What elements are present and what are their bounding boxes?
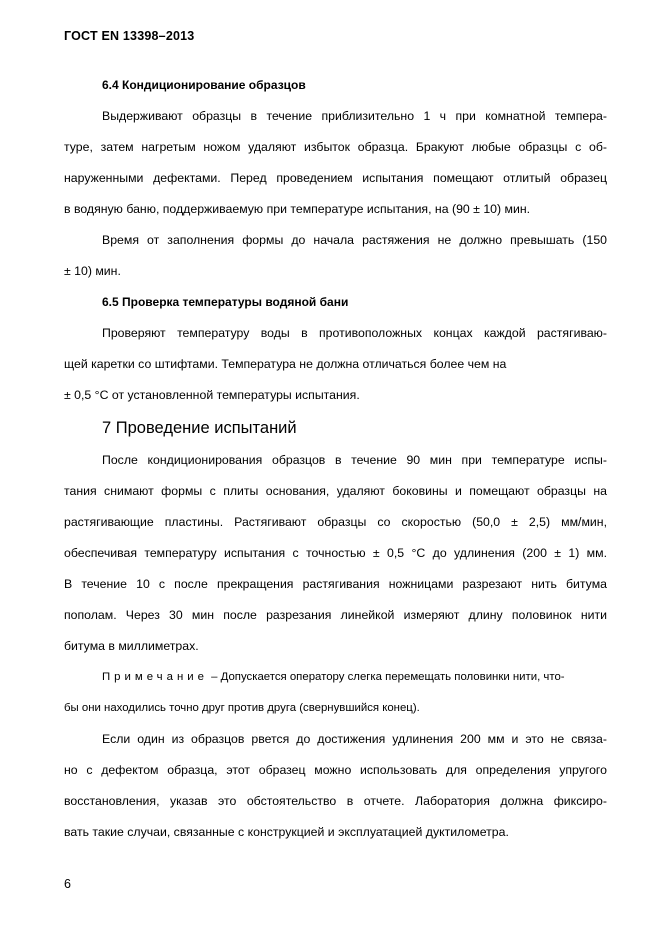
- paragraph-line: туре, затем нагретым ножом удаляют избыток образца. Бракуют любые образцы с об-: [64, 140, 607, 154]
- paragraph-line: вать такие случаи, связанные с конструкцией и эксплуатацией дуктилометра.: [64, 825, 509, 839]
- document-header: ГОСТ EN 13398–2013: [64, 29, 195, 43]
- section-heading-6-5: 6.5 Проверка температуры водяной бани: [102, 295, 349, 309]
- paragraph-line: Выдерживают образцы в течение приблизительно 1 ч при комнатной темпера-: [102, 109, 607, 123]
- document-body: [64, 70, 607, 848]
- paragraph-line: но с дефектом образца, этот образец можно использовать для определения упругого: [64, 763, 607, 777]
- page-number: 6: [64, 877, 71, 891]
- paragraph-line: В течение 10 с после прекращения растягивания ножницами разрезают нить битума: [64, 577, 607, 591]
- paragraph-line: битума в миллиметрах.: [64, 639, 199, 653]
- paragraph-line: в водяную баню, поддерживаемую при температуре испытания, на (90 ± 10) мин.: [64, 202, 531, 216]
- paragraph-line: обеспечивая температуру испытания с точностью ± 0,5 °С до удлинения (200 ± 1) мм.: [64, 546, 607, 560]
- paragraph-line: наруженными дефектами. Перед проведением испытания помещают отлитый образец: [64, 171, 607, 185]
- paragraph-line: ± 10) мин.: [64, 264, 121, 278]
- paragraph-line: тания снимают формы с плиты основания, удаляют боковины и помещают образцы на: [64, 484, 607, 498]
- paragraph-line: растягивающие пластины. Растягивают образцы со скоростью (50,0 ± 2,5) мм/мин,: [64, 515, 607, 529]
- paragraph-line: После кондиционирования образцов в течение 90 мин при температуре испы-: [102, 453, 607, 467]
- paragraph-line: Проверяют температуру воды в противоположных концах каждой растягиваю-: [102, 326, 607, 340]
- note-label: Примечание: [102, 671, 208, 683]
- paragraph-line: щей каретки со штифтами. Температура не должна отличаться более чем на: [64, 357, 507, 371]
- paragraph-line: Время от заполнения формы до начала растяжения не должно превышать (150: [102, 233, 607, 247]
- paragraph-line: ± 0,5 °С от установленной температуры испытания.: [64, 388, 360, 402]
- paragraph-line: пополам. Через 30 мин после разрезания линейкой измеряют длину половинок нити: [64, 608, 607, 622]
- note-line: бы они находились точно друг против друга (свернувшийся конец).: [64, 702, 420, 714]
- note-text: – Допускается оператору слегка перемещать половинки нити, что-: [207, 671, 565, 683]
- paragraph-line: восстановления, указав это обстоятельство в отчете. Лаборатория должна фиксиро-: [64, 794, 607, 808]
- note-line: [64, 662, 607, 693]
- paragraph-line: Если один из образцов рвется до достижения удлинения 200 мм и это не связа-: [102, 732, 607, 746]
- section-heading-6-4: 6.4 Кондиционирование образцов: [102, 78, 306, 92]
- section-heading-7: 7 Проведение испытаний: [102, 419, 297, 437]
